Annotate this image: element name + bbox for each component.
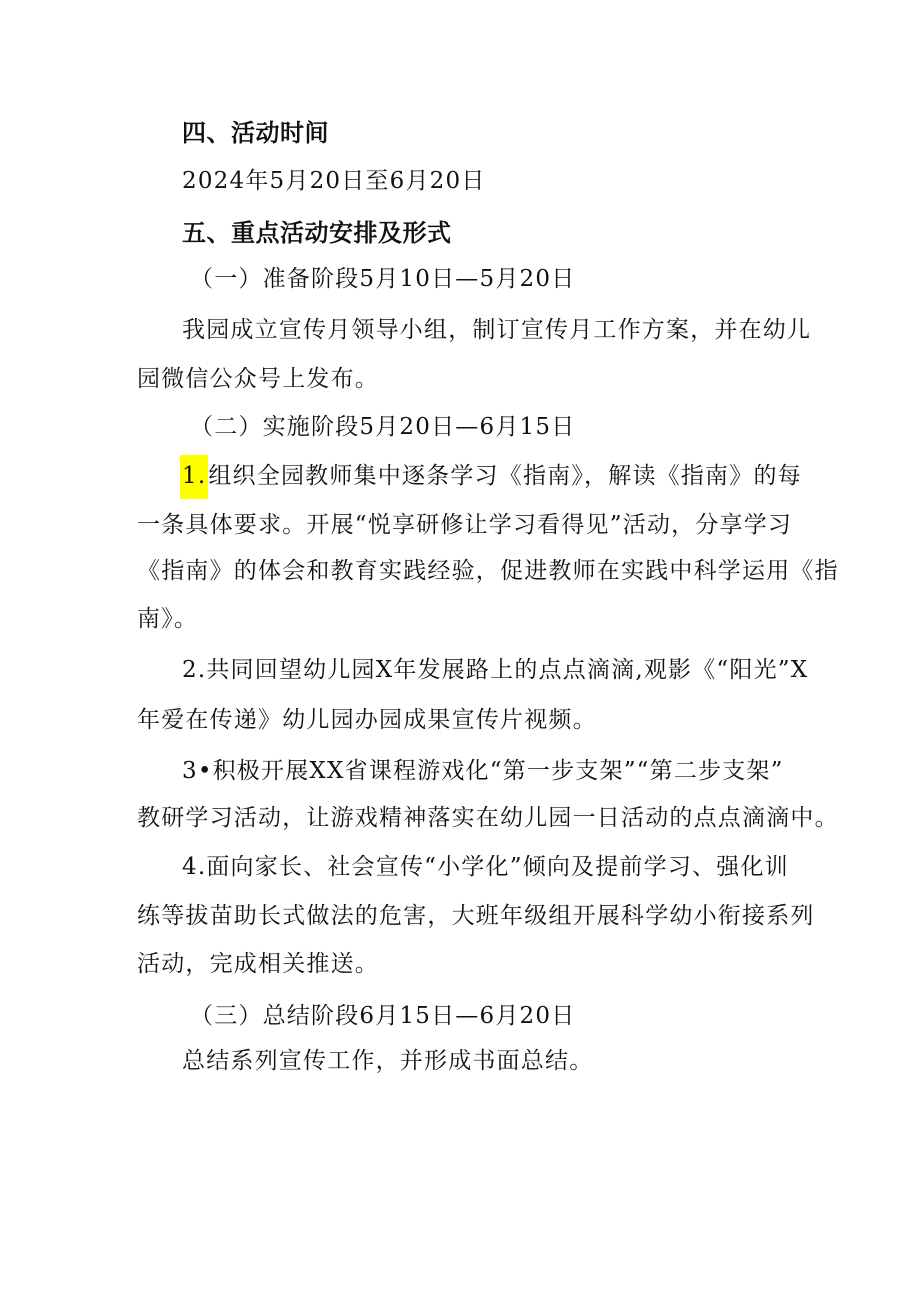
section-4-heading: 四、活动时间 — [182, 119, 329, 147]
item-2-line-1: 2.共同回望幼儿园X年发展路上的点点滴滴,观影《“阳光”X — [182, 657, 809, 683]
section-5-heading: 五、重点活动安排及形式 — [182, 219, 452, 247]
phase-3-title: （三）总结阶段6月15日—6月20日 — [190, 1003, 576, 1029]
item-1-line-3: 《指南》的体会和教育实践经验，促进教师在实践中科学运用《指 — [137, 558, 839, 584]
item-4-line-3: 活动，完成相关推送。 — [137, 951, 379, 977]
phase-1-title: （一）准备阶段5月10日—5月20日 — [190, 266, 576, 292]
item-4-line-2: 练等拔苗助长式做法的危害，大班年级组开展科学幼小衔接系列 — [137, 903, 815, 929]
item-4-line-1: 4.面向家长、社会宣传“小学化”倾向及提前学习、强化训 — [182, 854, 789, 880]
phase-1-text-line-1: 我园成立宣传月领导小组，制订宣传月工作方案，并在幼儿 — [182, 317, 812, 343]
phase-3-text: 总结系列宣传工作，并形成书面总结。 — [182, 1048, 594, 1074]
item-3-line-1: 3•积极开展XX省课程游戏化“第一步支架”“第二步支架” — [182, 758, 784, 784]
phase-1-text-line-2: 园微信公众号上发布。 — [137, 366, 379, 392]
item-1-line-4: 南》。 — [137, 606, 199, 632]
item-1-line-1 — [182, 461, 802, 491]
item-2-line-2: 年爱在传递》幼儿园办园成果宣传片视频。 — [137, 707, 597, 733]
item-1-line-2: 一条具体要求。开展“悦享研修让学习看得见”活动，分享学习 — [137, 512, 793, 538]
item-3-line-2: 教研学习活动，让游戏精神落实在幼儿园一日活动的点点滴滴中。 — [137, 805, 839, 831]
section-4-date: 2024年5月20日至6月20日 — [182, 168, 486, 194]
phase-2-title: （二）实施阶段5月20日—6月15日 — [190, 414, 576, 440]
item-1-line-1-text: 组织全园教师集中逐条学习《指南》，解读《指南》的每 — [208, 463, 802, 489]
highlighted-number: 1. — [180, 455, 208, 499]
